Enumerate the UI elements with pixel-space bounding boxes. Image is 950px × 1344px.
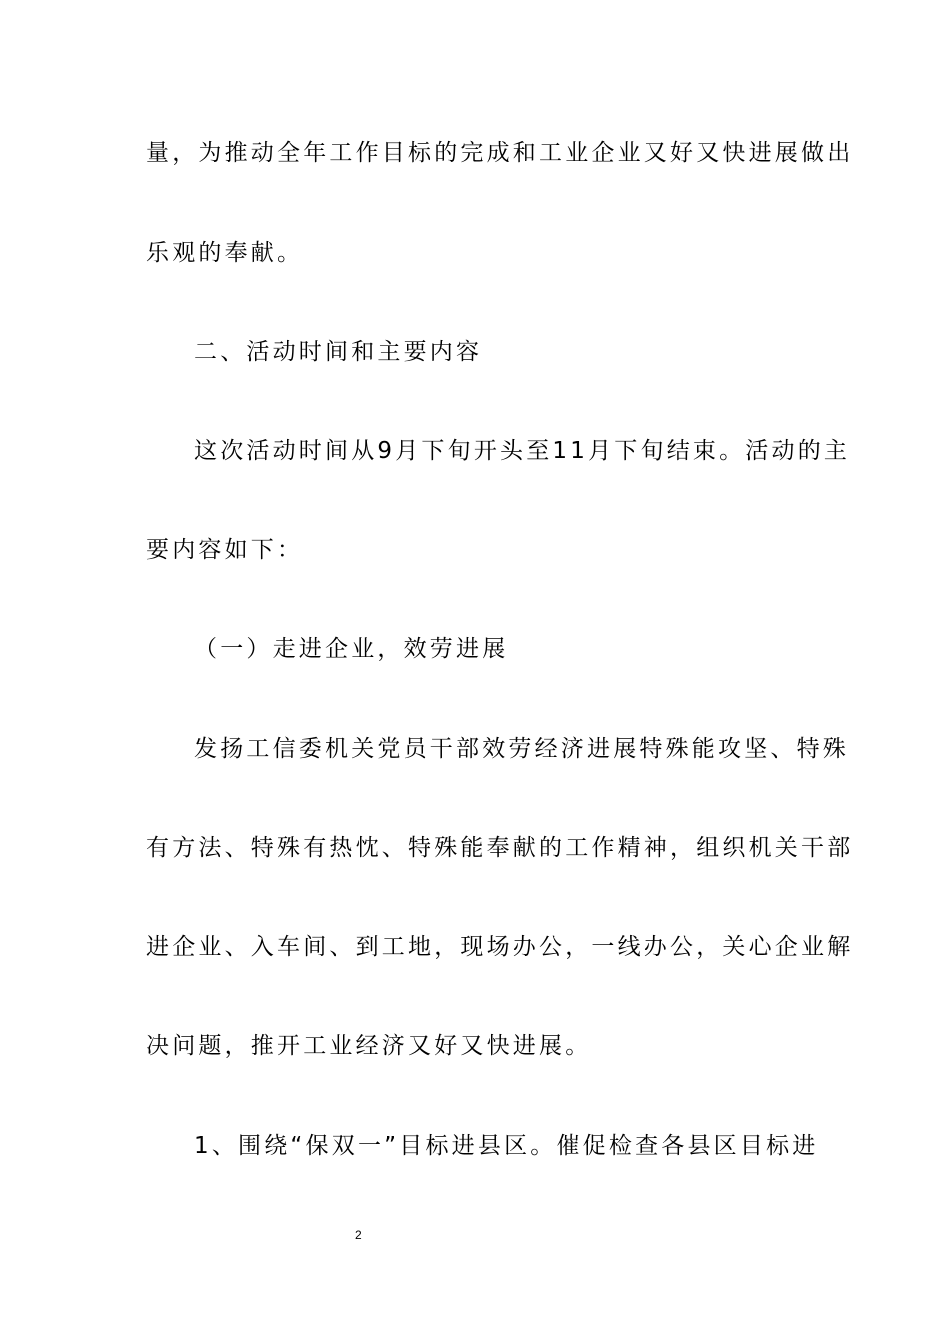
subsection-heading: （一）走进企业，效劳进展 [194, 636, 509, 662]
page-number: 2 [355, 1228, 362, 1242]
paragraph-line: 发扬工信委机关党员干部效劳经济进展特殊能攻坚、特殊 [194, 736, 849, 762]
list-item: 1、围绕“保双一”目标进县区。催促检查各县区目标进 [194, 1133, 819, 1159]
section-heading: 二、活动时间和主要内容 [194, 339, 483, 365]
paragraph-line: 要内容如下： [146, 537, 304, 563]
paragraph-line: 乐观的奉献。 [146, 240, 304, 266]
paragraph-line: 进企业、入车间、到工地，现场办公，一线办公，关心企业解 [146, 934, 854, 960]
paragraph-line: 决问题，推开工业经济又好又快进展。 [146, 1033, 592, 1059]
paragraph-line: 有方法、特殊有热忱、特殊能奉献的工作精神，组织机关干部 [146, 835, 854, 861]
paragraph-line: 量，为推动全年工作目标的完成和工业企业又好又快进展做出 [146, 140, 854, 166]
paragraph-line: 这次活动时间从9月下旬开头至11月下旬结束。活动的主 [194, 438, 851, 464]
